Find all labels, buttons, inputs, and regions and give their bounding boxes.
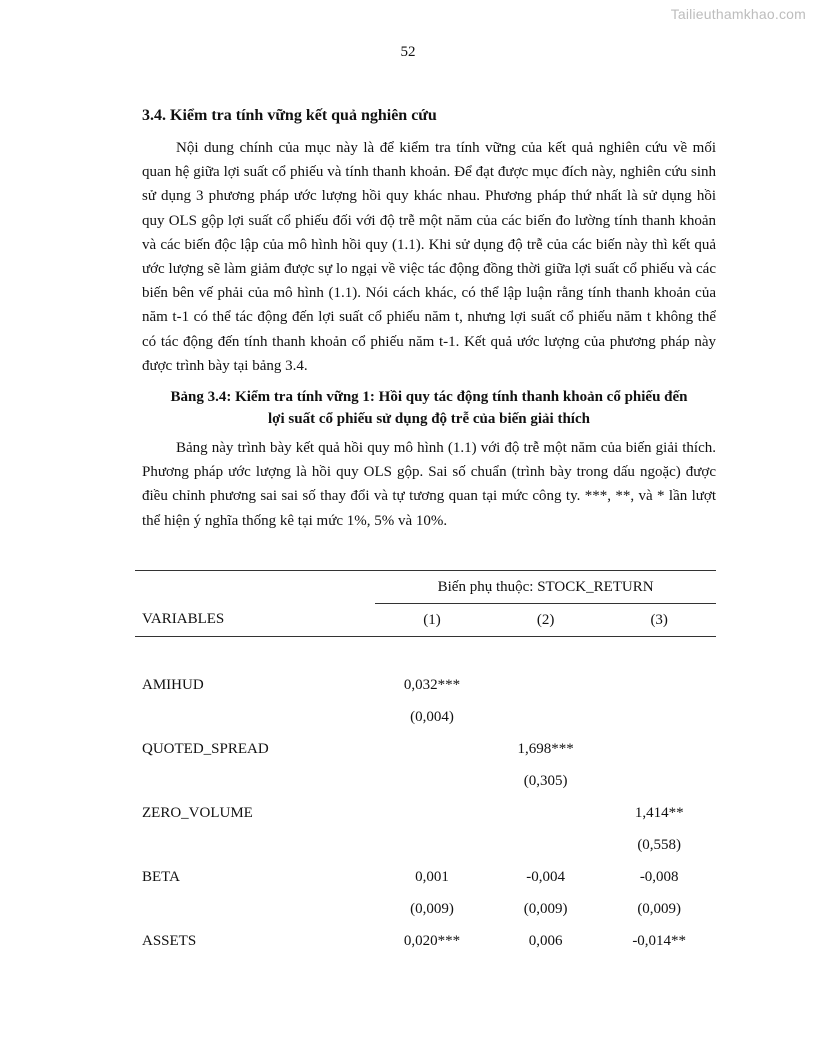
row-col-2 [489, 701, 603, 733]
table-caption-line-2: lợi suất cổ phiếu sử dụng độ trễ của biến giải thích [268, 411, 590, 428]
row-col-3: -0,008 [639, 868, 679, 885]
table-row [135, 797, 716, 829]
row-variable: QUOTED_SPREAD [142, 740, 269, 757]
dependent-variable-row [135, 571, 716, 604]
row-variable [135, 701, 375, 733]
row-variable: BETA [142, 868, 180, 885]
table-caption-line-1: Bảng 3.4: Kiểm tra tính vững 1: Hồi quy tác động tính thanh khoản cổ phiếu đến [170, 389, 688, 406]
dependent-variable-label: Biến phụ thuộc: STOCK_RETURN [375, 571, 716, 604]
section-heading: 3.4. Kiểm tra tính vững kết quả nghiên cứu [142, 107, 437, 124]
row-col-3: (0,009) [637, 900, 682, 917]
page-number: 52 [400, 44, 416, 60]
row-variable: ZERO_VOLUME [142, 804, 253, 821]
row-col-2: -0,004 [526, 868, 565, 885]
row-col-1 [375, 797, 489, 829]
row-col-2 [489, 669, 603, 701]
row-col-1: 0,001 [415, 868, 449, 885]
table-row [135, 829, 716, 861]
row-col-1: (0,009) [410, 900, 454, 917]
header-variables: VARIABLES [135, 604, 375, 637]
table-row [135, 925, 716, 957]
table-body [135, 669, 716, 957]
row-col-1: 0,020*** [403, 932, 461, 949]
row-col-1 [375, 733, 489, 765]
row-col-1 [375, 765, 489, 797]
row-col-1: 0,032*** [403, 676, 461, 693]
row-col-2: (0,009) [523, 900, 568, 917]
table-note: Bảng này trình bày kết quả hồi quy mô hình (1.1) với độ trễ một năm của biến giải thích. Phương pháp ước lượng là hồi quy OLS gộp. Sai số chuẩn (trình bày trong dấu ngoặc) được điều chỉnh phương sai sai số thay đổi và tự tương quan tại mức công ty. ***, **, và * lần lượt thể hiện ý nghĩa thống kê tại mức 1%, 5% và 10%. [142, 440, 716, 529]
section-paragraph: Nội dung chính của mục này là để kiểm tra tính vững của kết quả nghiên cứu về mối quan hệ giữa lợi suất cổ phiếu và tính thanh khoản. Để đạt được mục đích này, nghiên cứu sinh sử dụng 3 phương pháp ước lượng hồi quy khác nhau. Phương pháp thứ nhất là sử dụng hồi quy OLS gộp lợi suất cổ phiếu đối với độ trễ một năm của các biến đo lường tính thanh khoản và các biến độc lập của mô hình hồi quy (1.1). Khi sử dụng độ trễ của các biến này thì kết quả ước lượng sẽ làm giảm được sự lo ngại về việc tác động đồng thời giữa lợi suất cổ phiếu và các biến bên vế phải của mô hình (1.1). Nói cách khác, có thể lập luận rằng tính thanh khoản của năm t-1 có thể tác động đến lợi suất cổ phiếu năm t, nhưng lợi suất cổ phiếu năm t không thể có tác động đến tính thanh khoản cổ phiếu năm t-1. Kết quả ước lượng của phương pháp này được trình bày tại bảng 3.4. [142, 140, 716, 374]
table-row [135, 893, 716, 925]
row-col-3: (0,558) [637, 836, 682, 853]
table-spacer-row [135, 637, 716, 670]
table-row [135, 669, 716, 701]
row-col-1: (0,004) [410, 708, 454, 725]
table-row [135, 861, 716, 893]
table-header-row [135, 604, 716, 637]
header-col-2: (2) [489, 604, 603, 637]
row-col-3: 1,414** [634, 804, 684, 821]
table-row [135, 701, 716, 733]
header-col-3: (3) [602, 604, 716, 637]
header-col-1: (1) [375, 604, 489, 637]
row-col-3 [602, 765, 716, 797]
table-row [135, 733, 716, 765]
row-col-2: (0,305) [523, 772, 568, 789]
row-col-3 [602, 701, 716, 733]
row-col-2: 1,698*** [517, 740, 574, 757]
row-col-2 [489, 797, 603, 829]
row-variable [135, 893, 375, 925]
row-variable: AMIHUD [142, 676, 204, 693]
row-col-3 [602, 733, 716, 765]
watermark: Tailieuthamkhao.com [670, 6, 806, 22]
row-variable [135, 829, 375, 861]
row-col-2: 0,006 [528, 932, 563, 949]
row-col-2 [489, 829, 603, 861]
row-col-3: -0,014** [632, 932, 687, 949]
table-row [135, 765, 716, 797]
regression-table [135, 570, 716, 957]
row-variable [135, 765, 375, 797]
table-caption [142, 386, 716, 430]
row-col-3 [602, 669, 716, 701]
row-variable: ASSETS [142, 932, 197, 949]
row-col-1 [375, 829, 489, 861]
page-content [142, 104, 716, 533]
